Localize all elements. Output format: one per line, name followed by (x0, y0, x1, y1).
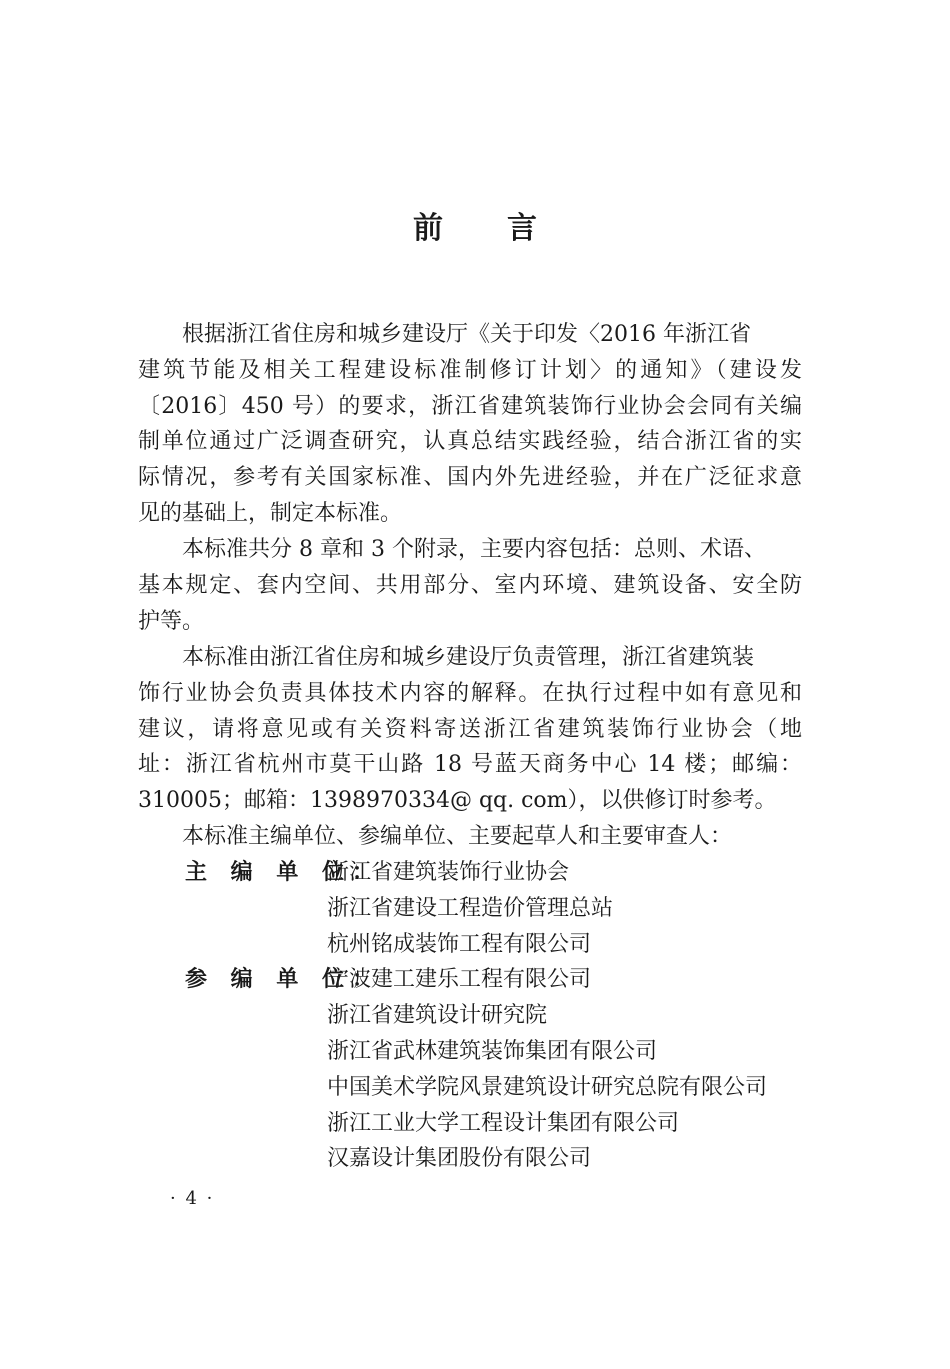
unit-row (185, 962, 767, 998)
unit-row (185, 1070, 767, 1106)
text-line: 见的基础上，制定本标准。 (138, 500, 403, 526)
text-line: 本标准由浙江省住房和城乡建设厅负责管理，浙江省建筑装 (182, 645, 755, 670)
paragraph-units-intro (138, 819, 802, 855)
unit-name: 浙江省武林建筑装饰集团有限公司 (327, 1038, 658, 1064)
text-line: 本标准共分 8 章和 3 个附录，主要内容包括：总则、术语、 (182, 537, 766, 562)
unit-name: 浙江省建筑设计研究院 (327, 1003, 548, 1029)
text-line: 饰行业协会负责具体技术内容的解释。在执行过程中如有意见和 (138, 680, 802, 706)
unit-name: 宁波建工建乐工程有限公司 (327, 967, 592, 993)
unit-row (185, 891, 767, 927)
text-line: 310005；邮箱：1398970334@ qq. com），以供修订时参考。 (138, 788, 777, 814)
unit-name: 杭州铭成装饰工程有限公司 (327, 931, 592, 957)
unit-row (185, 998, 767, 1034)
text-line: 〔2016〕450 号）的要求，浙江省建筑装饰行业协会会同有关编 (138, 393, 802, 419)
text-line: 制单位通过广泛调查研究，认真总结实践经验，结合浙江省的实 (138, 429, 802, 455)
unit-row (185, 1034, 767, 1070)
text-line: 护等。 (138, 608, 205, 634)
paragraph-management (138, 640, 802, 819)
page-title (0, 203, 950, 247)
title-char-1: 前 (413, 211, 443, 246)
text-line: 建议，请将意见或有关资料寄送浙江省建筑装饰行业协会（地 (138, 716, 802, 742)
unit-row (185, 1141, 767, 1177)
unit-row (185, 927, 767, 963)
unit-row (185, 855, 767, 891)
text-line: 本标准主编单位、参编单位、主要起草人和主要审查人： (182, 824, 733, 849)
unit-name: 浙江省建设工程造价管理总站 (327, 895, 614, 921)
unit-name: 中国美术学院风景建筑设计研究总院有限公司 (327, 1074, 768, 1100)
text-line: 根据浙江省住房和城乡建设厅《关于印发〈2016 年浙江省 (182, 322, 751, 347)
title-char-2: 言 (507, 211, 537, 246)
text-line: 基本规定、套内空间、共用部分、室内环境、建筑设备、安全防 (138, 572, 802, 598)
text-line: 址：浙江省杭州市莫干山路 18 号蓝天商务中心 14 楼；邮编： (138, 752, 802, 778)
unit-name: 汉嘉设计集团股份有限公司 (327, 1146, 592, 1172)
participating-units-label: 参 编 单 位： (185, 967, 382, 993)
text-line: 建筑节能及相关工程建设标准制修订计划〉的通知》（建设发 (138, 357, 802, 383)
unit-name: 浙江工业大学工程设计集团有限公司 (327, 1110, 680, 1136)
units-list (185, 855, 767, 1177)
unit-row (185, 1106, 767, 1142)
paragraph-basis (138, 317, 802, 532)
chief-units-label: 主 编 单 位： (185, 860, 382, 885)
paragraph-contents (138, 532, 802, 639)
unit-name: 浙江省建筑装饰行业协会 (327, 860, 570, 885)
page-number: · 4 · (170, 1188, 215, 1209)
text-line: 际情况，参考有关国家标准、国内外先进经验，并在广泛征求意 (138, 465, 802, 491)
